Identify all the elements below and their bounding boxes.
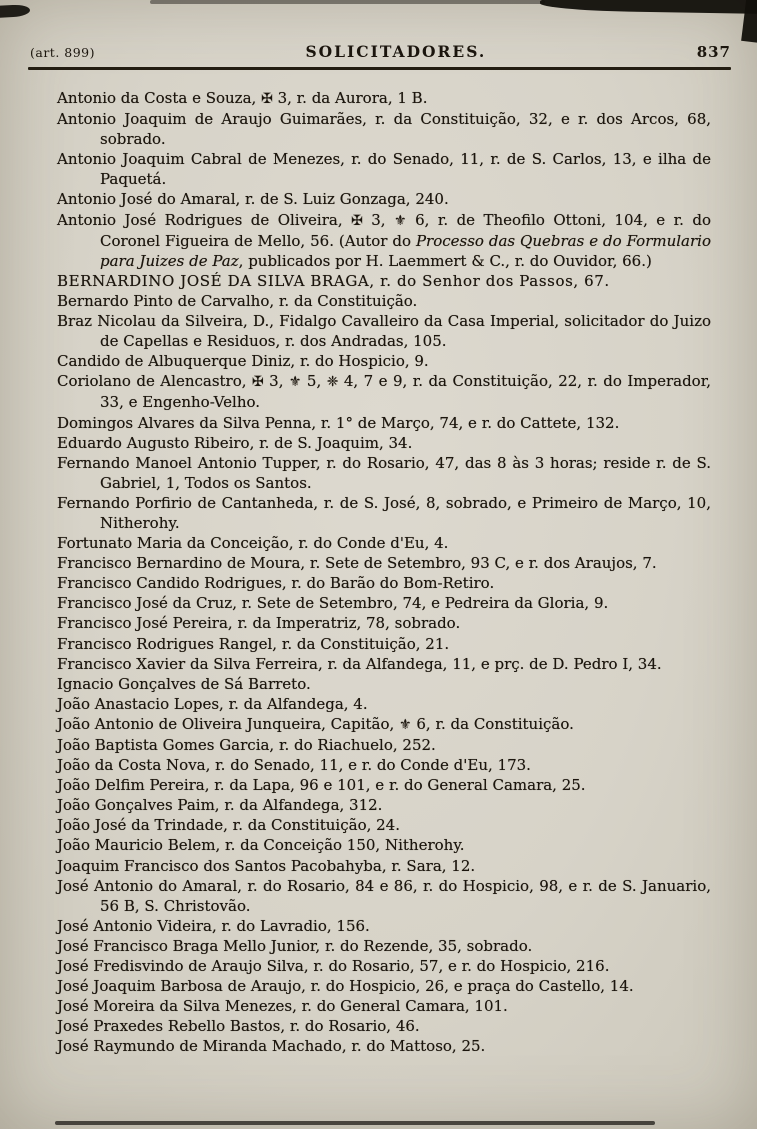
- directory-entry: Antonio Joaquim Cabral de Menezes, r. do Senado, 11, r. de S. Carlos, 13, e ilha de Paquetá.: [57, 150, 711, 189]
- directory-entry: Antonio da Costa e Souza, ✠ 3, r. da Aurora, 1 B.: [57, 89, 428, 107]
- directory-entry: João Baptista Gomes Garcia, r. do Riachuelo, 252.: [57, 736, 436, 754]
- directory-entry: José Antonio Videira, r. do Lavradio, 156.: [57, 916, 370, 935]
- directory-entry: Francisco Bernardino de Moura, r. Sete de Setembro, 93 C, e r. dos Araujos, 7.: [57, 554, 657, 573]
- scan-artifact: [540, 0, 757, 14]
- page-number: 837: [696, 43, 731, 61]
- header-rule: [28, 67, 731, 70]
- order-insignia-icon: ⚜: [399, 716, 412, 733]
- order-insignia-icon: ✠: [261, 91, 273, 107]
- scan-artifact: [55, 1121, 655, 1125]
- directory-entry: João da Costa Nova, r. do Senado, 11, e r. do Conde d'Eu, 173.: [57, 756, 531, 775]
- directory-entry: José Antonio do Amaral, r. do Rosario, 84 e 86, r. do Hospicio, 98, e r. de S. Januario, 56 B, S. Christovão.: [57, 876, 711, 915]
- directory-entry: João Antonio de Oliveira Junqueira, Capitão, ⚜ 6, r. da Constituição.: [57, 714, 574, 733]
- directory-entry: Fortunato Maria da Conceição, r. do Conde d'Eu, 4.: [57, 534, 449, 553]
- directory-entry: Candido de Albuquerque Diniz, r. do Hospicio, 9.: [57, 352, 429, 371]
- directory-entry: Joaquim Francisco dos Santos Pacobahyba, r. Sara, 12.: [57, 856, 476, 875]
- directory-entry: João José da Trindade, r. da Constituição, 24.: [57, 816, 400, 835]
- directory-entry: Francisco Candido Rodrigues, r. do Barão do Bom-Retiro.: [57, 574, 495, 593]
- order-insignia-icon: ✠: [251, 374, 264, 391]
- page-title: SOLICITADORES.: [305, 42, 487, 61]
- directory-entry: José Moreira da Silva Menezes, r. do General Camara, 101.: [57, 997, 508, 1016]
- order-insignia-icon: ⚜: [394, 212, 407, 229]
- directory-entry: Antonio José Rodrigues de Oliveira, ✠ 3, ⚜ 6, r. de Theofilo Ottoni, 104, e r. do Coronel Figueira de Mello, 56. (Autor do Processo das Quebras e do Formulario para Juizes de Paz, publicados por H. Laemmert & C., r. do Ouvidor, 66.): [57, 210, 711, 270]
- directory-entry: João Delfim Pereira, r. da Lapa, 96 e 101, e r. do General Camara, 25.: [57, 776, 586, 795]
- directory-entry: Francisco José Pereira, r. da Imperatriz, 78, sobrado.: [57, 614, 461, 633]
- scan-artifact: [150, 0, 545, 4]
- directory-entry: Braz Nicolau da Silveira, D., Fidalgo Cavalleiro da Casa Imperial, solicitador do Juizo de Capellas e Residuos, r. dos Andradas, 105.: [57, 312, 711, 351]
- directory-entry: José Praxedes Rebello Bastos, r. do Rosario, 46.: [57, 1017, 420, 1036]
- order-insignia-icon: ❈: [326, 374, 339, 391]
- directory-entry: José Joaquim Barbosa de Araujo, r. do Hospicio, 26, e praça do Castello, 14.: [57, 977, 634, 996]
- directory-entry: Domingos Alvares da Silva Penna, r. 1° de Março, 74, e r. do Cattete, 132.: [57, 413, 620, 432]
- directory-entry: Francisco Xavier da Silva Ferreira, r. da Alfandega, 11, e prç. de D. Pedro I, 34.: [57, 654, 662, 673]
- scan-artifact: [0, 4, 30, 18]
- directory-entry: José Francisco Braga Mello Junior, r. do Rezende, 35, sobrado.: [57, 936, 533, 955]
- article-reference: (art. 899): [30, 45, 96, 60]
- directory-entry: Bernardo Pinto de Carvalho, r. da Constituição.: [57, 291, 418, 310]
- page-header: [30, 42, 731, 61]
- directory-entry: Antonio Joaquim de Araujo Guimarães, r. da Constituição, 32, e r. dos Arcos, 68, sobrado.: [57, 110, 711, 149]
- order-insignia-icon: ⚜: [288, 374, 302, 391]
- directory-entry: Ignacio Gonçalves de Sá Barreto.: [57, 674, 311, 693]
- directory-entry: Francisco José da Cruz, r. Sete de Setembro, 74, e Pedreira da Gloria, 9.: [57, 594, 609, 613]
- directory-entry: João Mauricio Belem, r. da Conceição 150, Nitherohy.: [57, 836, 465, 855]
- directory-entry: José Raymundo de Miranda Machado, r. do Mattoso, 25.: [57, 1037, 486, 1056]
- directory-entry: BERNARDINO JOSÉ DA SILVA BRAGA, r. do Senhor dos Passos, 67.: [57, 271, 610, 290]
- directory-entry: João Gonçalves Paim, r. da Alfandega, 312.: [57, 796, 383, 815]
- directory-entry: Francisco Rodrigues Rangel, r. da Constituição, 21.: [57, 634, 450, 653]
- directory-entry: Fernando Porfirio de Cantanheda, r. de S. José, 8, sobrado, e Primeiro de Março, 10, Nitherohy.: [57, 493, 711, 532]
- directory-entry: José Fredisvindo de Araujo Silva, r. do Rosario, 57, e r. do Hospicio, 216.: [57, 957, 610, 976]
- directory-entry: João Anastacio Lopes, r. da Alfandega, 4.: [57, 694, 368, 713]
- directory-entry: Fernando Manoel Antonio Tupper, r. do Rosario, 47, das 8 às 3 horas; reside r. de S. Gabriel, 1, Todos os Santos.: [57, 453, 711, 492]
- order-insignia-icon: ✠: [351, 212, 363, 229]
- directory-entry: Coriolano de Alencastro, ✠ 3, ⚜ 5, ❈ 4, 7 e 9, r. da Constituição, 22, r. do Imperador, 33, e Engenho-Velho.: [57, 372, 711, 412]
- directory-entry: Antonio José do Amaral, r. de S. Luiz Gonzaga, 240.: [57, 190, 449, 209]
- entry-list: [57, 88, 711, 1057]
- directory-entry: Eduardo Augusto Ribeiro, r. de S. Joaquim, 34.: [57, 433, 413, 452]
